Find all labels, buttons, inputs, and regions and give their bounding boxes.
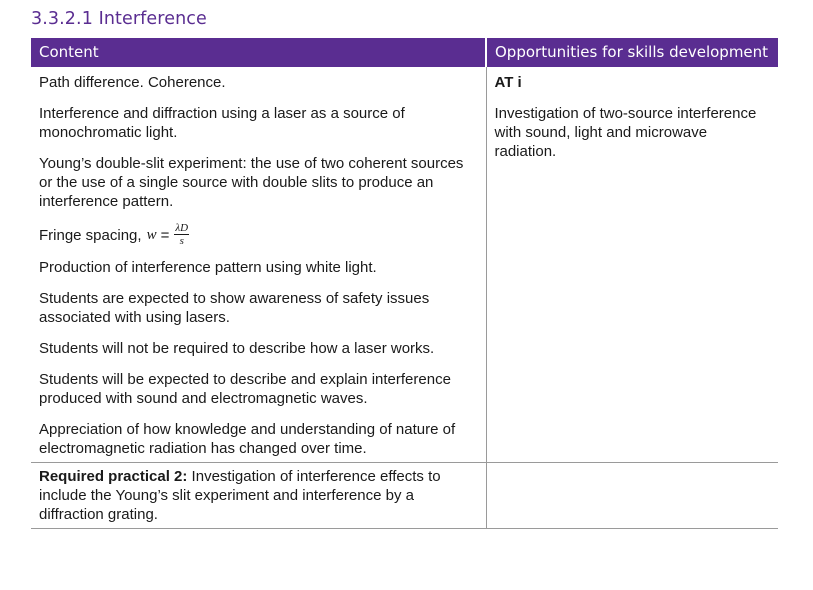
table-row xyxy=(31,463,778,529)
fringe-spacing-formula xyxy=(147,223,190,247)
required-practical-cell xyxy=(31,463,486,529)
content-column-header: Content xyxy=(31,38,486,67)
skills-column-header: Opportunities for skills development xyxy=(486,38,778,67)
content-paragraph: Students will be expected to describe and explain interference produced with sound and electromagnetic waves. xyxy=(39,371,451,407)
formula-numerator: λD xyxy=(175,222,189,234)
required-practical-text: Investigation of interference effects to include the Young’s slit experiment and interference by a diffraction grating. xyxy=(39,468,441,523)
empty-skills-cell xyxy=(486,463,778,529)
skills-cell xyxy=(486,67,778,463)
content-paragraph: Interference and diffraction using a laser as a source of monochromatic light. xyxy=(39,105,405,141)
table-row xyxy=(31,67,778,463)
formula-denominator: s xyxy=(179,235,184,247)
formula-lhs: w xyxy=(146,226,157,243)
content-paragraph: Students are expected to show awareness of safety issues associated with using lasers. xyxy=(39,290,430,326)
apparatus-technique-label: AT i xyxy=(494,74,522,91)
content-paragraph: Path difference. Coherence. xyxy=(39,74,226,91)
formula-fraction xyxy=(174,223,189,247)
skills-paragraph: Investigation of two-source interference with sound, light and microwave radiation. xyxy=(494,105,757,160)
content-paragraph: Students will not be required to describe how a laser works. xyxy=(39,340,435,357)
spec-table xyxy=(31,38,778,529)
fringe-spacing-line xyxy=(39,223,478,247)
section-heading: 3.3.2.1 Interference xyxy=(31,9,207,29)
fringe-spacing-label: Fringe spacing, xyxy=(39,226,142,244)
content-cell xyxy=(31,67,486,463)
table-header-row xyxy=(31,38,778,67)
content-paragraph: Production of interference pattern using white light. xyxy=(39,259,377,276)
formula-equals: = xyxy=(160,226,170,244)
content-paragraph: Appreciation of how knowledge and understanding of nature of electromagnetic radiation has changed over time. xyxy=(39,421,456,457)
content-paragraph: Young’s double-slit experiment: the use of two coherent sources or the use of a single source with double slits to produce an interference pattern. xyxy=(39,155,464,210)
required-practical-label: Required practical 2: xyxy=(39,468,188,485)
